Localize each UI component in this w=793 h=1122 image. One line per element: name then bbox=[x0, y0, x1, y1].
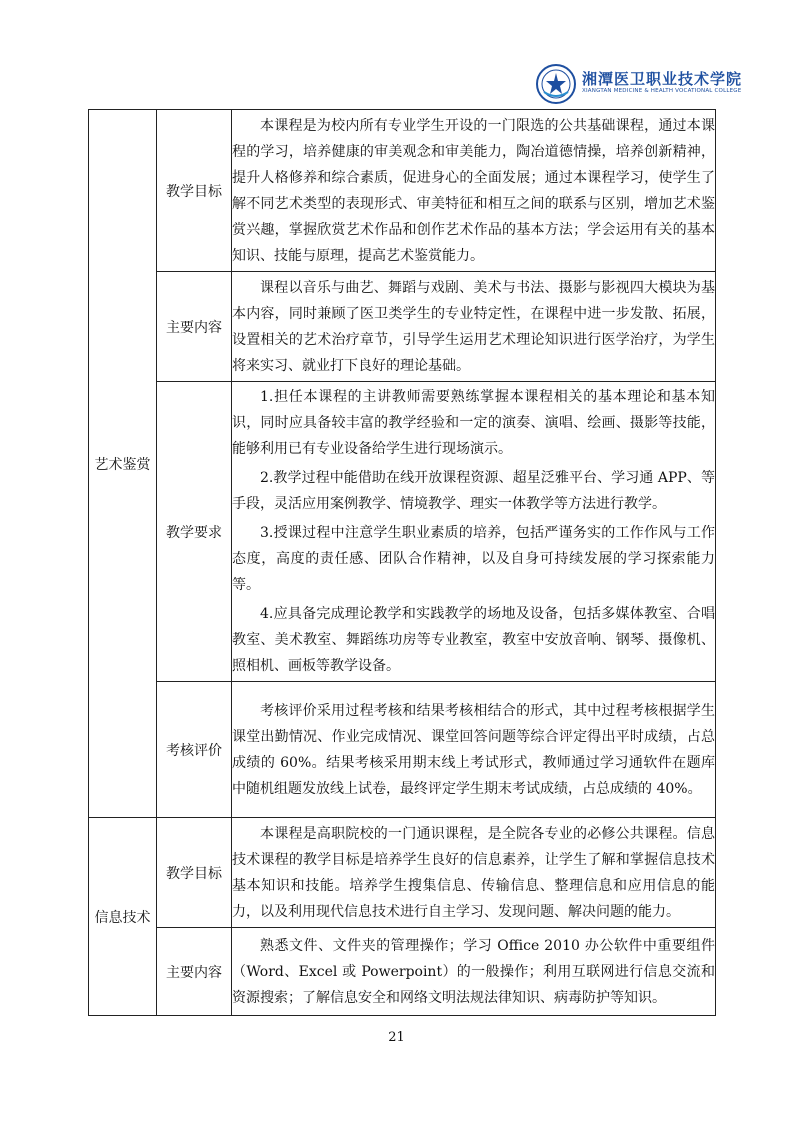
item-label-cell bbox=[157, 272, 232, 382]
table-row bbox=[89, 272, 716, 382]
content-paragraph: 1.担任本课程的主讲教师需要熟练掌握本课程相关的基本理论和基本知识，同时应具备较丰富的教学经验和一定的演奏、演唱、绘画、摄影等技能，能够利用已有专业设备给学生进行现场演示。 bbox=[232, 389, 715, 457]
table-row bbox=[89, 682, 716, 818]
page-number: 21 bbox=[388, 1030, 405, 1045]
item-label: 教学要求 bbox=[166, 524, 222, 541]
course-name-cell bbox=[89, 110, 157, 818]
item-label: 主要内容 bbox=[166, 319, 222, 336]
table-row bbox=[89, 818, 716, 928]
item-label-cell bbox=[157, 818, 232, 928]
item-content-cell bbox=[232, 682, 716, 818]
logo-chinese-name: 湘潭医卫职业技术学院 bbox=[582, 70, 743, 88]
item-content-cell bbox=[232, 818, 716, 928]
item-label-cell bbox=[157, 928, 232, 1016]
course-name-cell bbox=[89, 818, 157, 1016]
table-row bbox=[89, 110, 716, 272]
item-label: 教学目标 bbox=[166, 865, 222, 882]
item-label-cell bbox=[157, 110, 232, 272]
item-label: 主要内容 bbox=[166, 964, 222, 981]
item-label: 考核评价 bbox=[166, 742, 222, 759]
table-row bbox=[89, 928, 716, 1016]
item-label-cell bbox=[157, 382, 232, 682]
college-logo bbox=[536, 64, 743, 104]
course-name: 信息技术 bbox=[94, 909, 151, 926]
item-label-cell bbox=[157, 682, 232, 818]
content-paragraph: 课程以音乐与曲艺、舞蹈与戏剧、美术与书法、摄影与影视四大模块为基本内容，同时兼顾了医卫类学生的专业特定性，在课程中进一步发散、拓展，设置相关的艺术治疗章节，引导学生运用艺术理论知识进行医学治疗，为学生将来实习、就业打下良好的理论基础。 bbox=[232, 279, 715, 374]
curriculum-table bbox=[88, 109, 716, 1016]
content-paragraph: 熟悉文件、文件夹的管理操作；学习 Office 2010 办公软件中重要组件（Word、Excel 或 Powerpoint）的一般操作；利用互联网进行信息交流和资源搜索；了解信息安全和网络文明法规法律知识、病毒防护等知识。 bbox=[232, 937, 715, 1006]
college-emblem-icon bbox=[536, 64, 576, 104]
table-row bbox=[89, 382, 716, 682]
content-paragraph: 本课程是为校内所有专业学生开设的一门限选的公共基础课程，通过本课程的学习，培养健康的审美观念和审美能力，陶冶道德情操，培养创新精神，提升人格修养和综合素质，促进身心的全面发展；通过本课程学习，使学生了解不同艺术类型的表现形式、审美特征和相互之间的联系与区别，增加艺术鉴赏兴趣，掌握欣赏艺术作品和创作艺术作品的基本方法；学会运用有关的基本知识、技能与原理，提高艺术鉴赏能力。 bbox=[232, 117, 715, 264]
content-paragraph: 4.应具备完成理论教学和实践教学的场地及设备，包括多媒体教室、合唱教室、美术教室、舞蹈练功房等专业教室，教室中安放音响、钢琴、摄像机、照相机、画板等教学设备。 bbox=[232, 606, 715, 674]
logo-english-name: XIANGTAN MEDICINE & HEALTH VOCATIONAL COLLEGE bbox=[582, 88, 742, 94]
content-paragraph: 2.教学过程中能借助在线开放课程资源、超星泛雅平台、学习通 APP、等手段，灵活应用案例教学、情境教学、理实一体教学等方法进行教学。 bbox=[232, 470, 715, 512]
item-content-cell bbox=[232, 110, 716, 272]
item-content-cell bbox=[232, 382, 716, 682]
content-paragraph: 3.授课过程中注意学生职业素质的培养，包括严谨务实的工作作风与工作态度，高度的责任感、团队合作精神，以及自身可持续发展的学习探索能力等。 bbox=[232, 525, 715, 593]
item-content-cell bbox=[232, 928, 716, 1016]
content-paragraph: 考核评价采用过程考核和结果考核相结合的形式，其中过程考核根据学生课堂出勤情况、作业完成情况、课堂回答问题等综合评定得出平时成绩，占总成绩的 60%。结果考核采用期末线上考试形式，教师通过学习通软件在题库中随机组题发放线上试卷，最终评定学生期末考试成绩，占总成绩的 40%。 bbox=[232, 702, 715, 797]
content-paragraph: 本课程是高职院校的一门通识课程，是全院各专业的必修公共课程。信息技术课程的教学目标是培养学生良好的信息素养，让学生了解和掌握信息技术基本知识和技能。培养学生搜集信息、传输信息、整理信息和应用信息的能力，以及利用现代信息技术进行自主学习、发现问题、解决问题的能力。 bbox=[232, 825, 715, 920]
course-name: 艺术鉴赏 bbox=[94, 456, 151, 473]
item-content-cell bbox=[232, 272, 716, 382]
item-label: 教学目标 bbox=[166, 183, 222, 200]
